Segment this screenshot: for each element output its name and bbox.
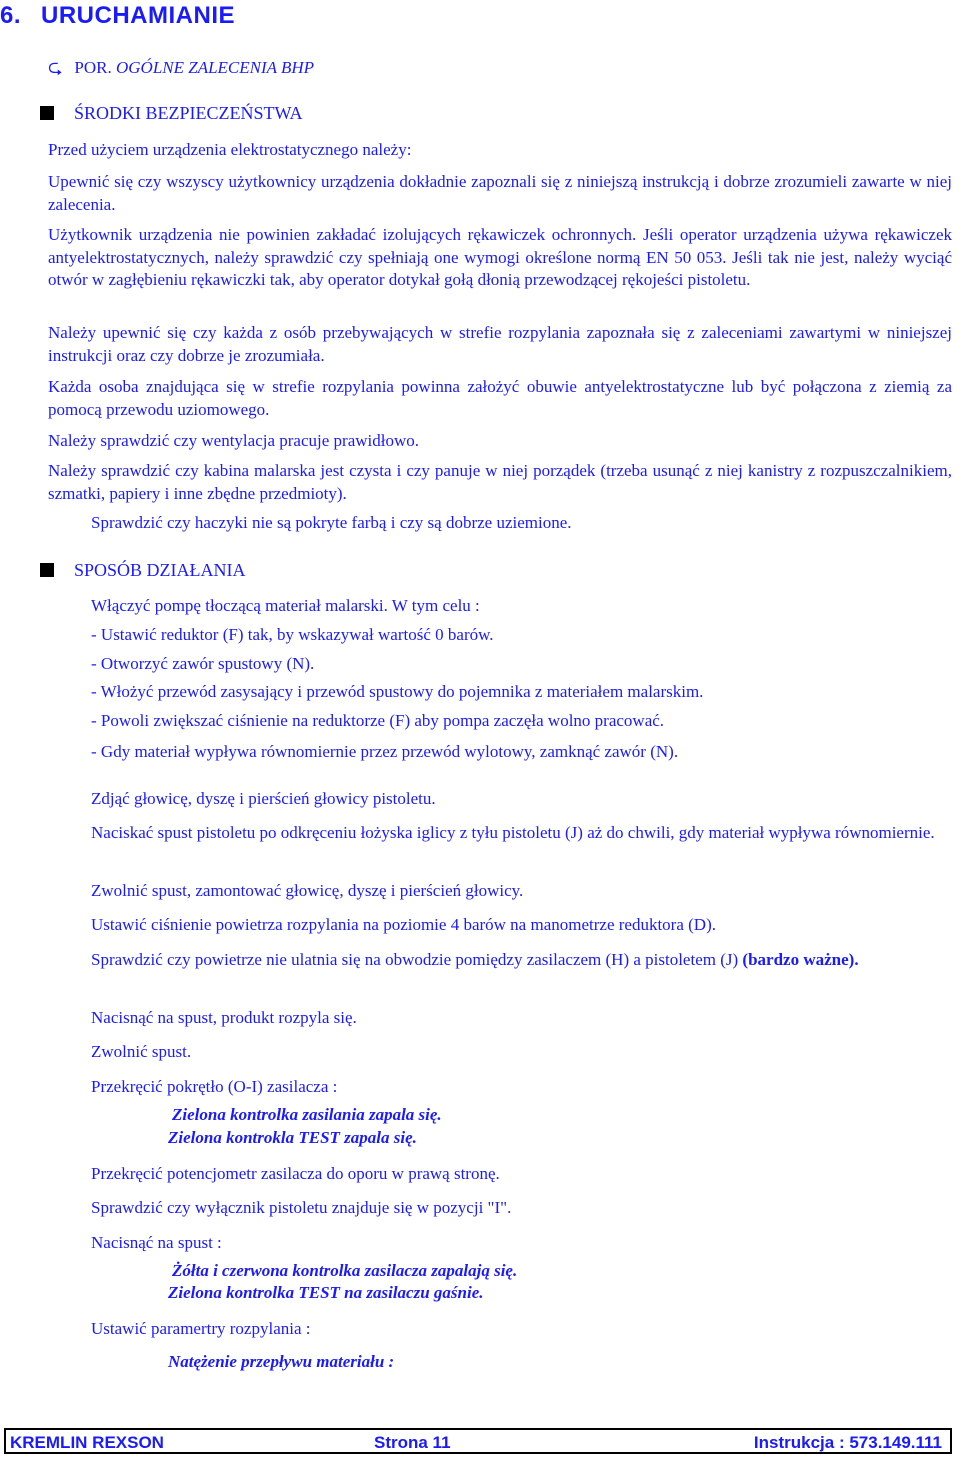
trigger-result-2: Zielona kontrolka TEST na zasilaczu gaśnie. [168, 1283, 484, 1302]
safety-paragraph-2: Użytkownik urządzenia nie powinien zakładać izolujących rękawiczek ochronnych. Jeśli operator urządzenia używa rękawiczek antyelektrostatycznych, należy sprawdzić czy spełniają one wymogi określone normą EN 50 053. Jeśli tak nie jest, należy wyciąć otwór w zagłębieniu rękawiczki tak, aby operator dotykał gołą dłonią przewodzącej rękojeści pistoletu. [48, 225, 952, 289]
knob-result-2: Zielona kontrokla TEST zapala się. [168, 1128, 417, 1147]
pump-step: - Włożyć przewód zasysający i przewód spustowy do pojemnika z materiałem malarskim. [91, 682, 704, 701]
check-air-step: Sprawdzić czy powietrze nie ulatnia się na obwodzie pomiędzy zasilaczem (H) a pistoletem (J) (bardzo ważne). [91, 950, 859, 969]
turn-knob-step: Przekręcić pokrętło (O-I) zasilacza : [91, 1077, 338, 1096]
safety-paragraph-5: Należy sprawdzić czy wentylacja pracuje prawidłowo. [48, 431, 419, 450]
pump-step: - Powoli zwiększać ciśnienie na reduktorze (F) aby pompa zaczęła wolno pracować. [91, 711, 665, 730]
safety-intro: Przed użyciem urządzenia elektrostatycznego należy: [48, 140, 412, 159]
reference-title: OGÓLNE ZALECENIA BHP [116, 58, 315, 77]
operation-heading: SPOSÓB DZIAŁANIA [40, 560, 246, 581]
pump-step: - Ustawić reduktor (F) tak, by wskazywał wartość 0 barów. [91, 625, 494, 644]
pump-step: - Gdy materiał wypływa równomiernie przez przewód wylotowy, zamknąć zawór (N). [91, 742, 679, 761]
pump-step: - Otworzyć zawór spustowy (N). [91, 654, 315, 673]
reference-link[interactable]: ⮎ POR. OGÓLNE ZALECENIA BHP [48, 57, 315, 78]
release-mount-step: Zwolnić spust, zamontować głowicę, dyszę i pierścień głowicy. [91, 881, 524, 900]
pump-instruction: Włączyć pompę tłoczącą materiał malarski. W tym celu : [91, 596, 480, 615]
press-trigger2-step: Nacisnąć na spust : [91, 1233, 222, 1252]
section-title [0, 2, 235, 30]
square-bullet-icon [40, 563, 54, 577]
footer-company: KREMLIN REXSON [10, 1433, 164, 1452]
press-spray-step: Nacisnąć na spust, produkt rozpyla się. [91, 1008, 357, 1027]
page-footer [4, 1428, 952, 1454]
safety-hooks: Sprawdzić czy haczyki nie są pokryte farbą i czy są dobrze uziemione. [91, 513, 572, 532]
knob-result-1: Zielona kontrolka zasilania zapala się. [172, 1105, 442, 1124]
curved-arrow-icon: ⮎ [48, 57, 63, 78]
flow-label: Natężenie przepływu materiału : [168, 1352, 395, 1371]
square-bullet-icon [40, 106, 54, 120]
trigger-result-1: Żółta i czerwona kontrolka zasilacza zapalają się. [172, 1261, 518, 1280]
safety-paragraph-1: Upewnić się czy wszyscy użytkownicy urządzenia dokładnie zapoznali się z niniejszą instrukcją i dobrze zrozumieli zawarte w niej zalecenia. [48, 172, 952, 214]
switch-step: Sprawdzić czy wyłącznik pistoletu znajduje się w pozycji "I". [91, 1198, 512, 1217]
set-pressure-step: Ustawić ciśnienie powietrza rozpylania na poziomie 4 barów na manometrze reduktora (D). [91, 915, 716, 934]
safety-heading: ŚRODKI BEZPIECZEŃSTWA [40, 103, 303, 124]
press-trigger-step: Naciskać spust pistoletu po odkręceniu łożyska iglicy z tyłu pistoletu (J) aż do chwili, gdy materiał wypływa równomiernie. [91, 823, 935, 842]
remove-head-step: Zdjąć głowicę, dyszę i pierścień głowicy pistoletu. [91, 789, 436, 808]
potentiometer-step: Przekręcić potencjometr zasilacza do oporu w prawą stronę. [91, 1164, 500, 1183]
section-title-text: URUCHAMIANIE [41, 2, 236, 29]
release-step: Zwolnić spust. [91, 1042, 192, 1061]
safety-paragraph-4: Każda osoba znajdująca się w strefie rozpylania powinna założyć obuwie antyelektrostatyczne lub być połączona z ziemią za pomocą przewodu uziomowego. [48, 377, 952, 419]
safety-paragraph-6: Należy sprawdzić czy kabina malarska jest czysta i czy panuje w niej porządek (trzeba usunąć z niej kanistry z rozpuszczalnikiem, szmatki, papiery i inne zbędne przedmioty). [48, 461, 952, 503]
footer-document-number: Instrukcja : 573.149.111 [753, 1433, 942, 1452]
important-note: (bardzo ważne). [742, 950, 859, 969]
safety-paragraph-3: Należy upewnić się czy każda z osób przebywających w strefie rozpylania zapoznała się z zaleceniami zawartymi w niniejszej instrukcji oraz czy dobrze je zrozumiała. [48, 323, 952, 365]
section-number: 6. [0, 2, 22, 29]
set-params-step: Ustawić paramertry rozpylania : [91, 1319, 311, 1338]
footer-page-number: Strona 11 [374, 1433, 451, 1452]
